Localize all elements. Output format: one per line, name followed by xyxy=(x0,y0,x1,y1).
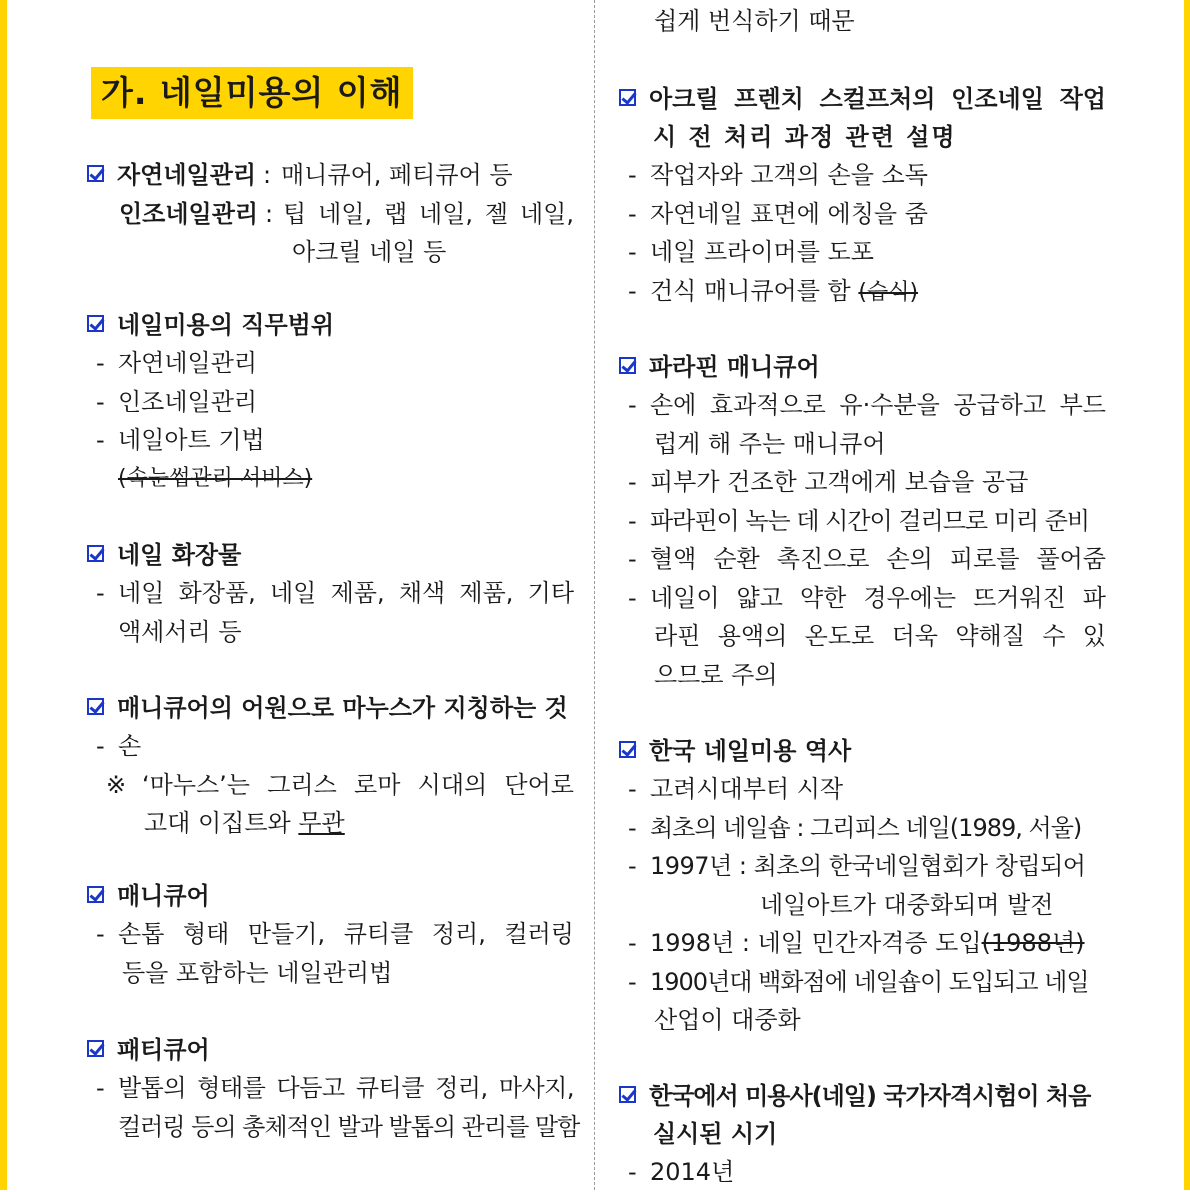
list-item: 1900년대 백화점에 네일숍이 도입되고 네일 xyxy=(650,967,1089,996)
checkbox-icon xyxy=(619,89,636,106)
list-item-cont: 컬러링 등의 총체적인 발과 발톱의 관리를 말함 xyxy=(118,1112,580,1141)
checkbox-icon xyxy=(619,741,636,758)
section-title: 가. 네일미용의 이해 xyxy=(91,67,413,119)
left-border xyxy=(0,0,7,1190)
nail-care-definition xyxy=(84,156,574,272)
note-text: 고대 이집트와 xyxy=(144,809,291,837)
block-heading: 파라핀 매니큐어 xyxy=(649,353,820,381)
column-divider xyxy=(594,0,595,1190)
pedicure-block xyxy=(84,1031,580,1146)
bullet: - xyxy=(628,276,637,305)
list-item: 2014년 xyxy=(650,1158,735,1186)
block-heading: 매니큐어의 어원으로 마누스가 지칭하는 것 xyxy=(117,694,568,722)
bullet: - xyxy=(96,387,105,416)
manus-block xyxy=(84,689,574,843)
block-heading-cont: 시 전 처리 과정 관련 설명 xyxy=(653,123,957,151)
def-value: 팁 네일, 랩 네일, 젤 네일, xyxy=(283,199,574,228)
checkbox-icon xyxy=(87,698,104,715)
list-item-cont: 등을 포함하는 네일관리법 xyxy=(122,958,393,987)
bullet: - xyxy=(628,199,637,228)
def-sep: : xyxy=(265,199,274,228)
list-item: 고려시대부터 시작 xyxy=(650,775,844,803)
list-item: 1997년 : 최초의 한국네일협회가 창립되어 xyxy=(650,852,1086,880)
list-item: 손톱 형태 만들기, 큐티클 정리, 컬러링 xyxy=(118,920,574,948)
list-item: 자연네일관리 xyxy=(118,349,258,377)
paraffin-block xyxy=(616,348,1106,694)
bullet: - xyxy=(628,852,637,880)
checkbox-icon xyxy=(87,315,104,332)
bullet: - xyxy=(628,775,637,803)
job-scope-block xyxy=(84,306,574,498)
block-heading: 패티큐어 xyxy=(117,1036,210,1064)
list-item: 손에 효과적으로 유·수분을 공급하고 부드 xyxy=(650,391,1106,419)
block-heading: 한국 네일미용 역사 xyxy=(649,737,852,765)
checkbox-icon xyxy=(619,357,636,374)
block-heading: 매니큐어 xyxy=(117,882,210,910)
acrylic-prep-block xyxy=(616,80,1106,312)
list-item: 발톱의 형태를 다듬고 큐티클 정리, 마사지, xyxy=(118,1074,574,1102)
block-heading: 한국에서 미용사(네일) 국가자격시험이 처음 xyxy=(649,1082,1091,1110)
nail-cosmetics-block xyxy=(84,536,574,651)
list-item-cont: 네일아트가 대중화되며 발전 xyxy=(760,890,1054,919)
def-sep: : xyxy=(263,161,272,189)
checkbox-icon xyxy=(87,545,104,562)
list-item: 최초의 네일숍 : 그리피스 네일(1989, 서울) xyxy=(650,813,1082,842)
list-item: 손 xyxy=(118,732,142,760)
bullet: - xyxy=(96,579,105,607)
list-item: 파라핀이 녹는 데 시간이 걸리므로 미리 준비 xyxy=(650,506,1090,535)
right-border xyxy=(1184,0,1190,1190)
checkbox-icon xyxy=(619,1086,636,1103)
block-heading-cont: 실시된 시기 xyxy=(653,1120,778,1148)
bullet: - xyxy=(628,506,637,535)
def-key: 인조네일관리 xyxy=(119,199,259,228)
list-item: 건식 매니큐어를 함 xyxy=(650,276,851,305)
bullet: - xyxy=(96,1074,105,1102)
checkbox-icon xyxy=(87,1040,104,1057)
bullet: - xyxy=(96,920,105,948)
national-exam-block xyxy=(616,1077,1106,1192)
list-item-cont: 액세서리 등 xyxy=(118,617,242,646)
bullet: - xyxy=(628,468,637,496)
list-item-cont: 럽게 해 주는 매니큐어 xyxy=(654,429,886,458)
bullet: - xyxy=(96,732,105,760)
list-item: 피부가 건조한 고객에게 보습을 공급 xyxy=(650,468,1029,496)
def-value: 매니큐어, 페티큐어 등 xyxy=(281,161,513,189)
bullet: - xyxy=(628,238,637,266)
note-mark: ※ xyxy=(106,770,127,799)
bullet: - xyxy=(628,161,637,189)
list-item: 네일아트 기법 xyxy=(118,426,265,454)
list-item: 1998년 : 네일 민간자격증 도입 xyxy=(650,929,982,957)
underlined-text: 무관 xyxy=(298,809,345,837)
list-item-cont: 산업이 대중화 xyxy=(654,1006,801,1034)
block-heading: 네일 화장물 xyxy=(117,541,242,569)
struck-item: (습식) xyxy=(858,279,919,305)
bullet: - xyxy=(628,583,637,612)
list-item: 네일 화장품, 네일 제품, 채색 제품, 기타 xyxy=(118,579,574,607)
bullet: - xyxy=(96,426,105,454)
def-key: 자연네일관리 xyxy=(117,161,257,189)
list-item-cont: 라핀 용액의 온도로 더욱 약해질 수 있 xyxy=(654,622,1106,650)
list-item-cont: 으므로 주의 xyxy=(654,660,778,689)
list-item: 혈액 순환 촉진으로 손의 피로를 풀어줌 xyxy=(650,545,1106,573)
bullet: - xyxy=(628,813,637,842)
struck-item: (1988년) xyxy=(981,929,1085,957)
list-item: 작업자와 고객의 손을 소독 xyxy=(650,161,928,189)
bullet: - xyxy=(628,967,637,996)
bullet: - xyxy=(96,349,105,377)
struck-item: (속눈썹관리 서비스) xyxy=(118,465,313,491)
list-item: 네일 프라이머를 도포 xyxy=(650,238,874,266)
continued-text: 쉽게 번식하기 때문 xyxy=(654,7,855,35)
block-heading: 아크릴 프렌치 스컬프처의 인조네일 작업 xyxy=(649,85,1106,113)
list-item: 인조네일관리 xyxy=(118,387,258,416)
bullet: - xyxy=(628,391,637,419)
def-value: 아크릴 네일 등 xyxy=(292,238,447,266)
manicure-block xyxy=(84,877,574,992)
checkbox-icon xyxy=(87,165,104,182)
block-heading: 네일미용의 직무범위 xyxy=(117,311,335,339)
bullet: - xyxy=(628,545,637,573)
bullet: - xyxy=(628,929,637,957)
note-text: ‘마누스’는 그리스 로마 시대의 단어로 xyxy=(142,770,574,799)
list-item: 자연네일 표면에 에칭을 줌 xyxy=(650,199,928,228)
history-block xyxy=(616,732,1106,1040)
list-item: 네일이 얇고 약한 경우에는 뜨거워진 파 xyxy=(650,583,1106,612)
bullet: - xyxy=(628,1158,637,1186)
checkbox-icon xyxy=(87,886,104,903)
